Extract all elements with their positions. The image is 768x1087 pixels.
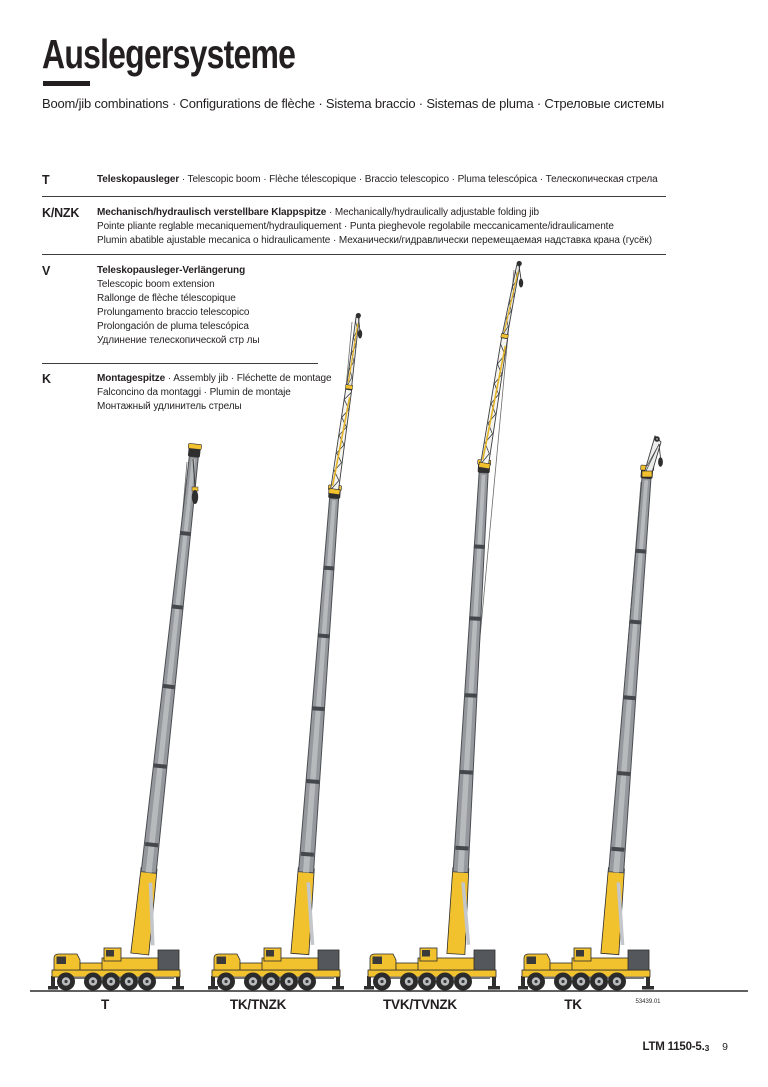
legend-code: K	[42, 372, 51, 386]
assembly-jib	[642, 436, 663, 477]
crane-tvk-tvnzk-illustration	[364, 260, 523, 990]
telescopic-boom	[131, 443, 207, 955]
crane-t-illustration	[48, 443, 207, 990]
figure-code: 53439.01	[635, 999, 661, 1005]
crane-tk-illustration	[518, 436, 663, 991]
page-title: Auslegersysteme	[42, 31, 296, 77]
crane-tk-tnzk-illustration	[208, 313, 362, 991]
page-footer	[642, 1041, 728, 1053]
carrier-truck	[364, 948, 500, 991]
footer-page-number: 9	[722, 1041, 728, 1053]
legend-line: Mechanisch/hydraulisch verstellbare Klappspitze · Mechanically/hydraulically adjustable folding jib	[97, 207, 539, 218]
legend-line: Rallonge de flèche télescopique	[97, 293, 236, 304]
footer-model: LTM 1150-5.3	[642, 1041, 710, 1053]
jib-tip-section	[501, 260, 523, 338]
diagram-label-t: T	[100, 997, 110, 1012]
legend-code: V	[42, 264, 51, 278]
hook-block	[519, 266, 523, 288]
legend-line: Pointe pliante reglable mecaniquement/hydrauliquement · Punta pieghevole regolabile meccanicamente/idraulicamente	[97, 221, 614, 232]
legend-line: Plumin abatible ajustable mecanica o hidraulicamente · Механически/гидравлически перемещаемая надставка крана (гусёк)	[97, 235, 652, 246]
telescopic-boom	[291, 485, 347, 955]
legend-line: Удлинение телескопической стр лы	[97, 335, 260, 346]
carrier-truck	[518, 948, 654, 991]
legend-line: Telescopic boom extension	[97, 279, 215, 290]
telescopic-boom	[601, 465, 660, 955]
legend-line: Prolungamento braccio telescopico	[97, 307, 250, 318]
telescopic-boom	[447, 459, 496, 954]
legend-line: Teleskopausleger-Verlängerung	[97, 265, 246, 276]
lattice-folding-jib	[329, 385, 355, 494]
lattice-folding-jib	[479, 334, 511, 469]
legend-line: Falconcino da montaggi · Plumin de montaje	[97, 387, 291, 398]
diagram-label-tk: TK	[564, 997, 582, 1012]
carrier-truck	[48, 948, 184, 991]
legend-code: T	[42, 173, 50, 187]
hook-block	[658, 457, 663, 467]
legend-line: Монтажный удлинитель стрелы	[97, 401, 242, 412]
legend-line: Montagespitze · Assembly jib · Fléchette de montage	[97, 373, 332, 384]
legend-line: Prolongación de pluma telescópica	[97, 321, 249, 332]
diagram-label-tvk-tvnzk: TVK/TVNZK	[383, 997, 457, 1012]
carrier-truck	[208, 948, 344, 991]
page-subtitle: Boom/jib combinations · Configurations de flèche · Sistema braccio · Sistemas de pluma · Стреловые системы	[42, 96, 665, 111]
legend-code: K/NZK	[42, 206, 80, 220]
diagram-label-tk-tnzk: TK/TNZK	[229, 997, 287, 1012]
legend-line: Teleskopausleger · Telescopic boom · Flèche télescopique · Braccio telescopico · Pluma telescópica · Телескопическая стрела	[97, 174, 658, 185]
